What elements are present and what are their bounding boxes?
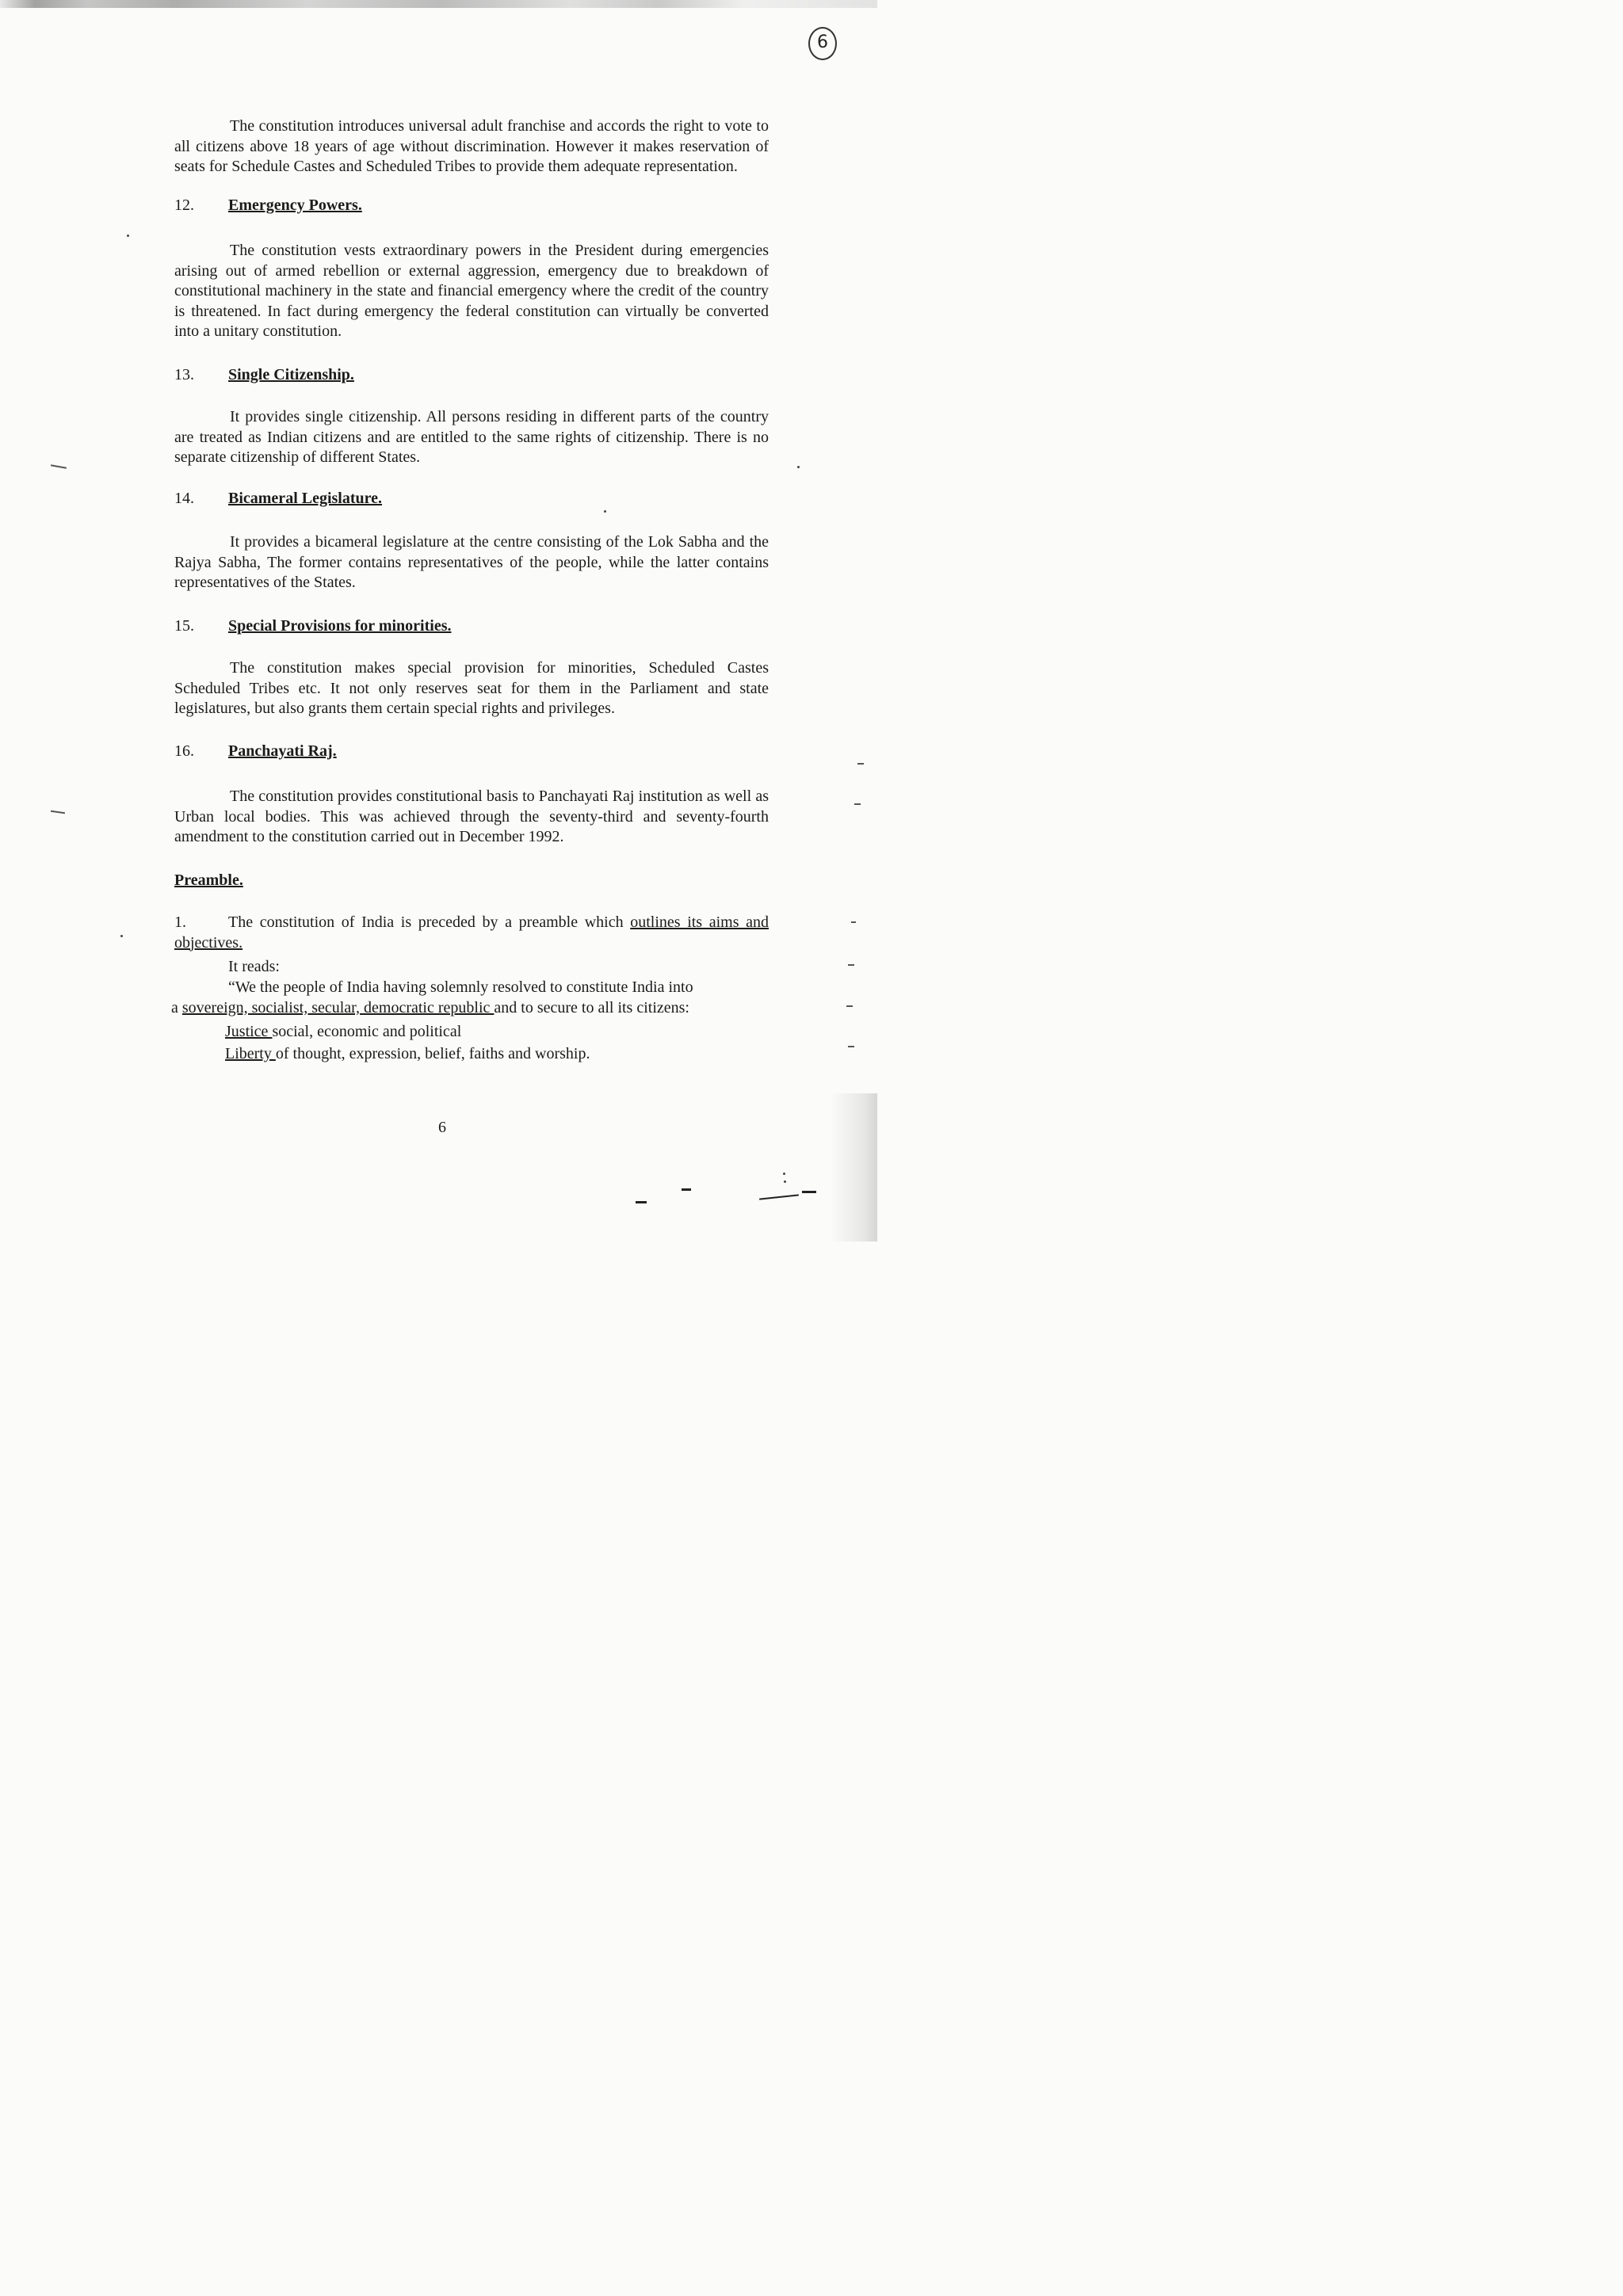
scan-artifact-dot — [797, 466, 800, 468]
preamble-liberty-line — [225, 1044, 590, 1065]
scan-artifact-mark — [682, 1188, 691, 1191]
preamble-quote-line-2 — [171, 998, 689, 1019]
section-body-text: It provides a bicameral legislature at the centre consisting of the Lok Sabha and the Rajya Sabha, The former contains representatives of the people, while the latter contains representatives of the States. — [174, 533, 769, 591]
scan-artifact-mark — [848, 1046, 854, 1047]
section-heading-13 — [174, 366, 354, 384]
quote-prefix: a — [171, 999, 182, 1016]
preamble-item-underlined: outlines its aims and objectives. — [174, 913, 769, 952]
scan-artifact-mark — [851, 921, 856, 923]
section-body-12 — [174, 241, 769, 342]
preamble-justice-line — [225, 1022, 461, 1043]
scan-artifact-mark — [846, 1005, 853, 1007]
liberty-label: Liberty — [225, 1045, 276, 1062]
section-title: Emergency Powers. — [228, 196, 362, 214]
handwritten-page-mark: 6 — [808, 27, 837, 60]
scan-artifact-mark — [759, 1194, 799, 1199]
preamble-it-reads: It reads: — [228, 958, 280, 975]
section-body-13 — [174, 407, 769, 468]
section-body-text: The constitution vests extraordinary powers in the President during emergencies arising out of armed rebellion or external aggression, emergency due to breakdown of constitutional machinery in the state and financial emergency where the credit of the country is threatened. In fact during emergency the federal constitution can virtually be converted into a unitary constitution. — [174, 242, 769, 340]
scan-edge-top — [0, 0, 877, 8]
scan-artifact-dot — [120, 935, 123, 937]
preamble-title: Preamble. — [174, 871, 243, 889]
scan-artifact-mark — [848, 964, 854, 966]
scan-shadow-right — [830, 1093, 877, 1241]
section-body-16 — [174, 787, 769, 848]
intro-paragraph-text: The constitution introduces universal adult franchise and accords the right to vote to all citizens above 18 years of age without discrimination. However it makes reservation of seats for Schedule Castes and Scheduled Tribes to provide them adequate representation. — [174, 117, 769, 175]
justice-label: Justice — [225, 1023, 273, 1040]
section-title: Special Provisions for minorities. — [228, 617, 452, 635]
section-title: Bicameral Legislature. — [228, 490, 383, 507]
scan-artifact-dot — [127, 235, 129, 237]
preamble-quote-line-1: “We the people of India having solemnly resolved to constitute India into — [228, 978, 693, 996]
scan-artifact-mark — [51, 464, 67, 468]
preamble-item-number: 1. — [174, 913, 186, 931]
section-heading-14 — [174, 490, 382, 508]
quote-underlined: sovereign, socialist, secular, democratic republic — [181, 999, 495, 1016]
section-heading-15 — [174, 617, 451, 635]
scan-artifact-dot — [604, 510, 606, 513]
section-number: 12. — [174, 196, 194, 214]
section-heading-16 — [174, 742, 337, 761]
scan-artifact-dot — [783, 1173, 785, 1175]
intro-paragraph — [174, 116, 769, 177]
quote-suffix: and to secure to all its citizens: — [494, 999, 689, 1016]
page-number: 6 — [438, 1119, 446, 1136]
section-title: Panchayati Raj. — [228, 742, 337, 760]
preamble-item-text: The constitution of India is preceded by a preamble which — [228, 913, 631, 931]
preamble-item-1 — [174, 913, 769, 953]
scan-artifact-dot — [784, 1180, 786, 1183]
section-title: Single Citizenship. — [228, 366, 354, 383]
liberty-text: of thought, expression, belief, faiths and worship. — [275, 1045, 590, 1062]
section-body-15 — [174, 658, 769, 719]
section-number: 15. — [174, 617, 194, 635]
section-heading-12 — [174, 196, 362, 215]
section-body-text: The constitution makes special provision for minorities, Scheduled Castes Scheduled Tribes etc. It not only reserves seat for them in the Parliament and state legislatures, but also grants them certain special rights and privileges. — [174, 659, 769, 717]
section-body-14 — [174, 532, 769, 593]
section-number: 14. — [174, 490, 194, 507]
scan-artifact-mark — [857, 763, 864, 765]
scan-artifact-mark — [636, 1201, 647, 1203]
section-body-text: The constitution provides constitutional basis to Panchayati Raj institution as well as Urban local bodies. This was achieved through the seventy-third and seventy-fourth amendment to the constitution carried out in December 1992. — [174, 788, 769, 845]
preamble-heading — [174, 871, 243, 890]
justice-text: social, economic and political — [272, 1023, 462, 1040]
section-number: 13. — [174, 366, 194, 383]
scan-artifact-mark — [802, 1191, 816, 1193]
scan-artifact-mark — [854, 803, 861, 805]
section-number: 16. — [174, 742, 194, 760]
section-body-text: It provides single citizenship. All persons residing in different parts of the country are treated as Indian citizens and are entitled to the same rights of citizenship. There is no separate citizenship of different States. — [174, 408, 769, 466]
scan-artifact-mark — [51, 810, 65, 814]
